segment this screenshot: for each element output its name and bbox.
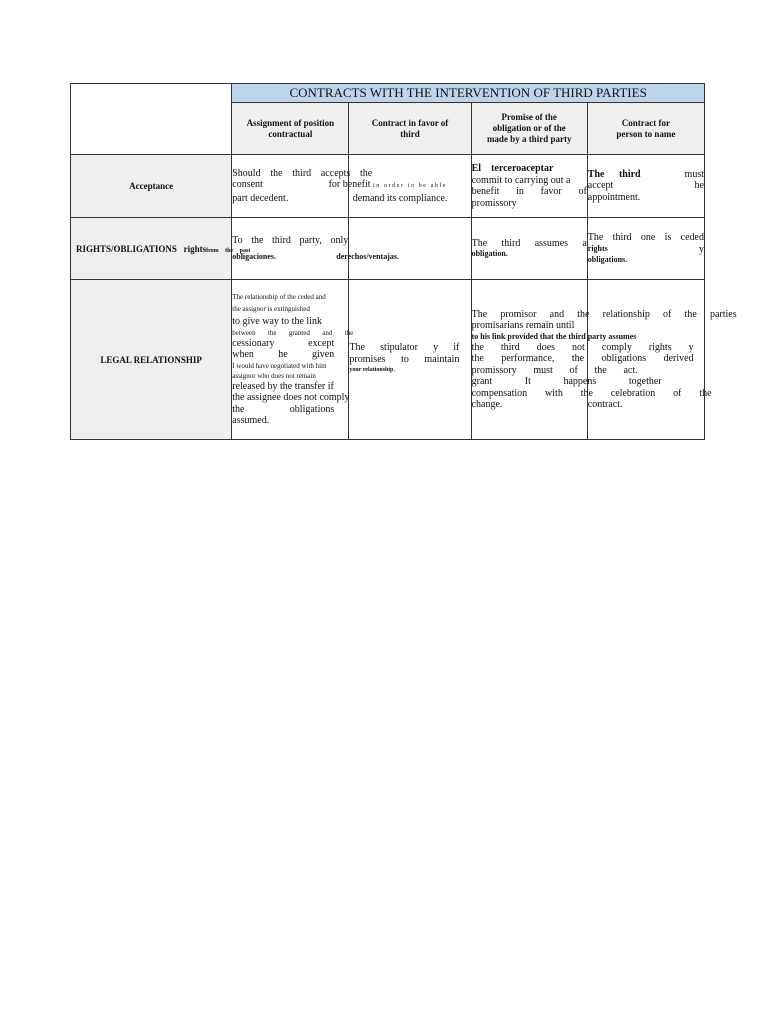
cell-line: y (699, 243, 704, 255)
legal-favor-cell (349, 280, 471, 440)
cell-line: between the granted and the (232, 328, 354, 337)
column-header-line: Assignment of position (246, 117, 335, 128)
cell-line: benefit in favor of (471, 186, 587, 197)
cell-line: your relationship. (349, 367, 395, 374)
cell-line: promises to maintain (349, 353, 460, 365)
cell-line: The third assumes a (471, 237, 587, 249)
cell-line: El (471, 163, 482, 174)
row-header-rights-obligations (71, 218, 251, 280)
column-header-line: contractual (268, 128, 313, 139)
acceptance-person-cell (587, 155, 704, 218)
rights-assignment-cell (232, 218, 399, 280)
cell-line: the performance, the obligations derived (471, 353, 694, 364)
column-header-line: third (400, 128, 420, 139)
cell-line: the assignor is extinguished (232, 305, 310, 314)
rights-promise-cell (471, 218, 587, 280)
column-header-assignment (232, 103, 349, 155)
cell-line: to give way to the link (232, 316, 322, 328)
column-header-promise (471, 103, 587, 155)
cell-line: The promisor and the relationship of the parties (471, 308, 737, 320)
table-title: CONTRACTS WITH THE INTERVENTION OF THIRD PARTIES (232, 84, 705, 103)
acceptance-favor-cell (349, 155, 471, 218)
cell-line: when he given (232, 349, 335, 361)
cell-line: part decedent. (232, 192, 289, 204)
column-header-line: Contract in favor of (371, 117, 449, 128)
row-header-acceptance: Acceptance (71, 155, 232, 218)
cell-line: promisarians remain until (471, 320, 575, 331)
cell-line: The third (587, 168, 641, 180)
cell-line: grant It happens together (471, 376, 662, 387)
cell-line: obligation. (471, 249, 508, 259)
cell-line: consent for (232, 179, 341, 191)
cell-line: the assignee does not comply (232, 392, 350, 404)
cell-line: promissory must of the act. (471, 364, 638, 376)
cell-line: demand its compliance. (352, 192, 448, 204)
cell-line: to his link provided that the third party assumes (471, 331, 637, 341)
cell-line: the obligations (232, 403, 335, 415)
cell-line: accept he (587, 180, 704, 192)
row-header-label: rights (183, 243, 207, 254)
acceptance-promise-cell (471, 155, 587, 218)
cell-line: assumed. (232, 415, 270, 427)
column-header-line: Contract for (621, 117, 670, 128)
cell-line: in order to be able (373, 183, 448, 190)
cell-line: The relationship of the ceded and (232, 293, 326, 302)
cell-line: rights (587, 243, 608, 253)
cell-line: must (684, 168, 704, 180)
cell-line: cessionary except (232, 337, 335, 349)
legal-person-cell (587, 280, 704, 440)
column-header-line: Promise of the (501, 112, 557, 122)
row-header-label: from the past (206, 247, 251, 254)
row-header-label: RIGHTS/OBLIGATIONS (76, 243, 177, 254)
rights-person-cell (587, 218, 704, 280)
cell-line: The third one is ceded (587, 232, 704, 243)
cell-line: promissory (471, 197, 517, 209)
column-header-favor-third (349, 103, 471, 155)
cell-line: compensation with the celebration of the (471, 387, 712, 399)
column-header-line: person to name (616, 128, 676, 139)
cell-line: commit to carrying out a (471, 174, 571, 186)
column-header-line: made by a third party (486, 134, 572, 144)
cell-line: the third does not comply rights y (471, 341, 694, 353)
rights-favor-cell (349, 218, 471, 280)
cell-line: released by the transfer if (232, 380, 334, 392)
cell-line: obligaciones. (232, 251, 277, 261)
column-header-person-to-name (587, 103, 704, 155)
cell-line: Should the third accepts the (232, 167, 373, 179)
cell-line: terceroaceptar (491, 163, 554, 174)
cell-line: change. (471, 399, 503, 410)
corner-cell (71, 84, 232, 155)
row-header-legal-relationship: LEGAL RELATIONSHIP (71, 280, 232, 440)
cell-line: obligations. (587, 255, 628, 264)
cell-line: contract. (587, 398, 623, 410)
cell-line: benefit (342, 179, 371, 191)
contracts-table (70, 83, 737, 440)
cell-line: assignor who does not remain (232, 371, 316, 380)
cell-line: I would have negotiated with him (232, 361, 327, 370)
acceptance-assignment-cell (232, 155, 448, 218)
cell-line: To the third party, only (232, 235, 349, 246)
cell-line: derechos/ventajas. (336, 251, 399, 261)
column-header-line: obligation or of the (492, 123, 566, 133)
cell-line: The stipulator y if (349, 342, 460, 354)
legal-assignment-cell (232, 280, 354, 440)
cell-line: appointment. (587, 191, 641, 203)
